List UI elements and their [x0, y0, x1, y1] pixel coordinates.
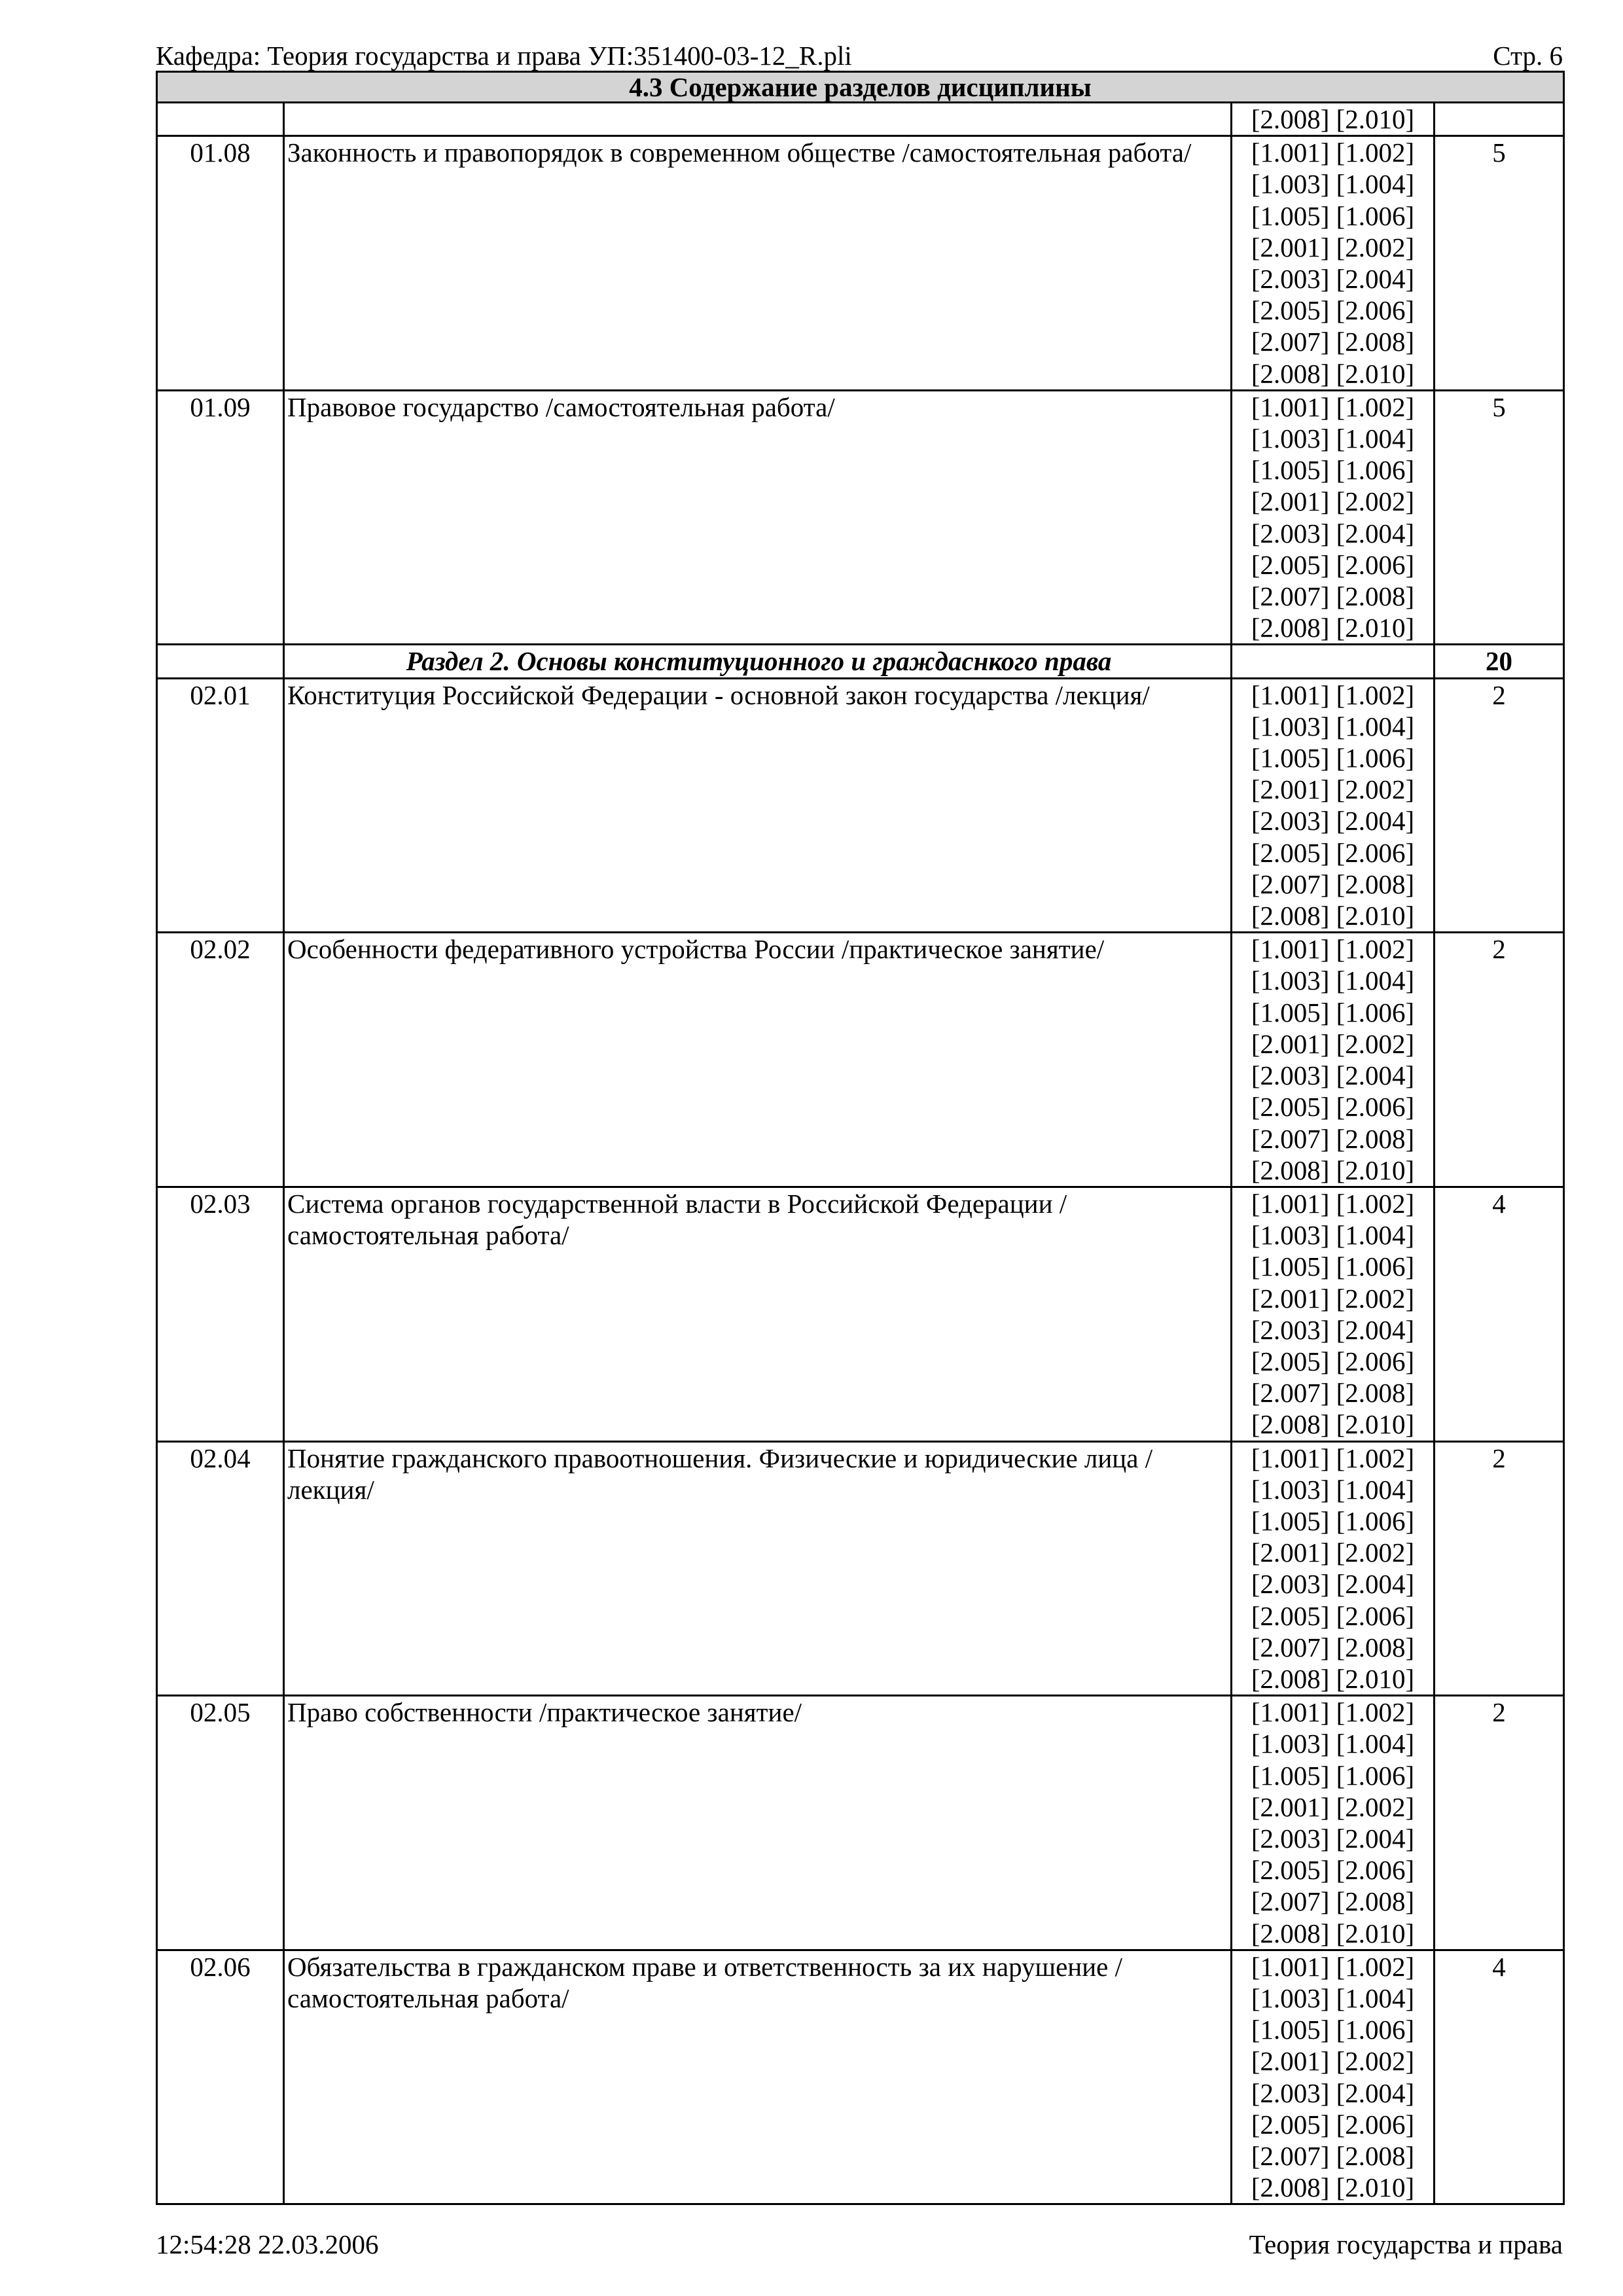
row-hours: 5 — [1435, 390, 1564, 645]
section-hours: 20 — [1435, 645, 1564, 678]
table-row-continuation — [157, 103, 1564, 136]
row-topic: Система органов государственной власти в Российской Федерации /самостоятельная работа/ — [284, 1187, 1232, 1441]
literature-cell: [1.001] [1.002] [1.003] [1.004] [1.005] [1.006] [2.001] [2.002] [2.003] [2.004] [2.005] [2.006] [2.007] [2.008] [2.008] [2.010] — [1232, 1696, 1435, 1950]
row-hours: 2 — [1435, 678, 1564, 933]
row-topic: Конституция Российской Федерации - основной закон государства /лекция/ — [284, 678, 1232, 933]
footer-discipline: Теория государства и права — [1249, 2229, 1563, 2259]
table-row — [157, 390, 1564, 645]
row-topic: Обязательства в гражданском праве и ответственность за их нарушение /самостоятельная работа/ — [284, 1950, 1232, 2204]
row-hours: 5 — [1435, 136, 1564, 391]
row-hours: 2 — [1435, 933, 1564, 1187]
literature-cell: [1.001] [1.002] [1.003] [1.004] [1.005] [1.006] [2.001] [2.002] [2.003] [2.004] [2.005] [2.006] [2.007] [2.008] [2.008] [2.010] — [1232, 1187, 1435, 1441]
table-row — [157, 1441, 1564, 1696]
literature-cell: [1.001] [1.002] [1.003] [1.004] [1.005] [1.006] [2.001] [2.002] [2.003] [2.004] [2.005] [2.006] [2.007] [2.008] [2.008] [2.010] — [1232, 390, 1435, 645]
row-hours: 4 — [1435, 1187, 1564, 1441]
table-row — [157, 1696, 1564, 1950]
row-number: 01.09 — [157, 390, 284, 645]
table-row — [157, 678, 1564, 933]
page-number: Стр. 6 — [1493, 41, 1563, 71]
table-title-row — [157, 72, 1564, 103]
row-number: 01.08 — [157, 136, 284, 391]
row-number: 02.06 — [157, 1950, 284, 2204]
literature-cell: [1.001] [1.002] [1.003] [1.004] [1.005] [1.006] [2.001] [2.002] [2.003] [2.004] [2.005] [2.006] [2.007] [2.008] [2.008] [2.010] — [1232, 933, 1435, 1187]
footer-timestamp: 12:54:28 22.03.2006 — [156, 2229, 379, 2259]
table-title: 4.3 Содержание разделов дисциплины — [157, 72, 1564, 103]
literature-cell: [1.001] [1.002] [1.003] [1.004] [1.005] [1.006] [2.001] [2.002] [2.003] [2.004] [2.005] [2.006] [2.007] [2.008] [2.008] [2.010] — [1232, 1950, 1435, 2204]
row-topic: Понятие гражданского правоотношения. Физические и юридические лица /лекция/ — [284, 1441, 1232, 1696]
row-topic: Право собственности /практическое занятие/ — [284, 1696, 1232, 1950]
row-number: 02.03 — [157, 1187, 284, 1441]
row-number: 02.04 — [157, 1441, 284, 1696]
table-row — [157, 933, 1564, 1187]
row-number: 02.02 — [157, 933, 284, 1187]
table-row — [157, 136, 1564, 391]
page-header-department: Кафедра: Теория государства и права УП:351400-03-12_R.pli — [156, 41, 852, 71]
table-row — [157, 1187, 1564, 1441]
section-row — [157, 645, 1564, 678]
row-topic: Правовое государство /самостоятельная работа/ — [284, 390, 1232, 645]
row-hours: 4 — [1435, 1950, 1564, 2204]
row-number: 02.05 — [157, 1696, 284, 1950]
literature-cell: [1.001] [1.002] [1.003] [1.004] [1.005] [1.006] [2.001] [2.002] [2.003] [2.004] [2.005] [2.006] [2.007] [2.008] [2.008] [2.010] — [1232, 678, 1435, 933]
literature-cell: [2.008] [2.010] — [1232, 103, 1435, 136]
row-topic: Законность и правопорядок в современном обществе /самостоятельная работа/ — [284, 136, 1232, 391]
row-topic: Особенности федеративного устройства России /практическое занятие/ — [284, 933, 1232, 1187]
content-table — [156, 71, 1565, 2205]
row-hours: 2 — [1435, 1441, 1564, 1696]
row-number: 02.01 — [157, 678, 284, 933]
table-row — [157, 1950, 1564, 2204]
literature-cell: [1.001] [1.002] [1.003] [1.004] [1.005] [1.006] [2.001] [2.002] [2.003] [2.004] [2.005] [2.006] [2.007] [2.008] [2.008] [2.010] — [1232, 1441, 1435, 1696]
literature-cell: [1.001] [1.002] [1.003] [1.004] [1.005] [1.006] [2.001] [2.002] [2.003] [2.004] [2.005] [2.006] [2.007] [2.008] [2.008] [2.010] — [1232, 136, 1435, 391]
section-title: Раздел 2. Основы конституционного и граждаснкого права — [284, 645, 1232, 678]
row-hours: 2 — [1435, 1696, 1564, 1950]
